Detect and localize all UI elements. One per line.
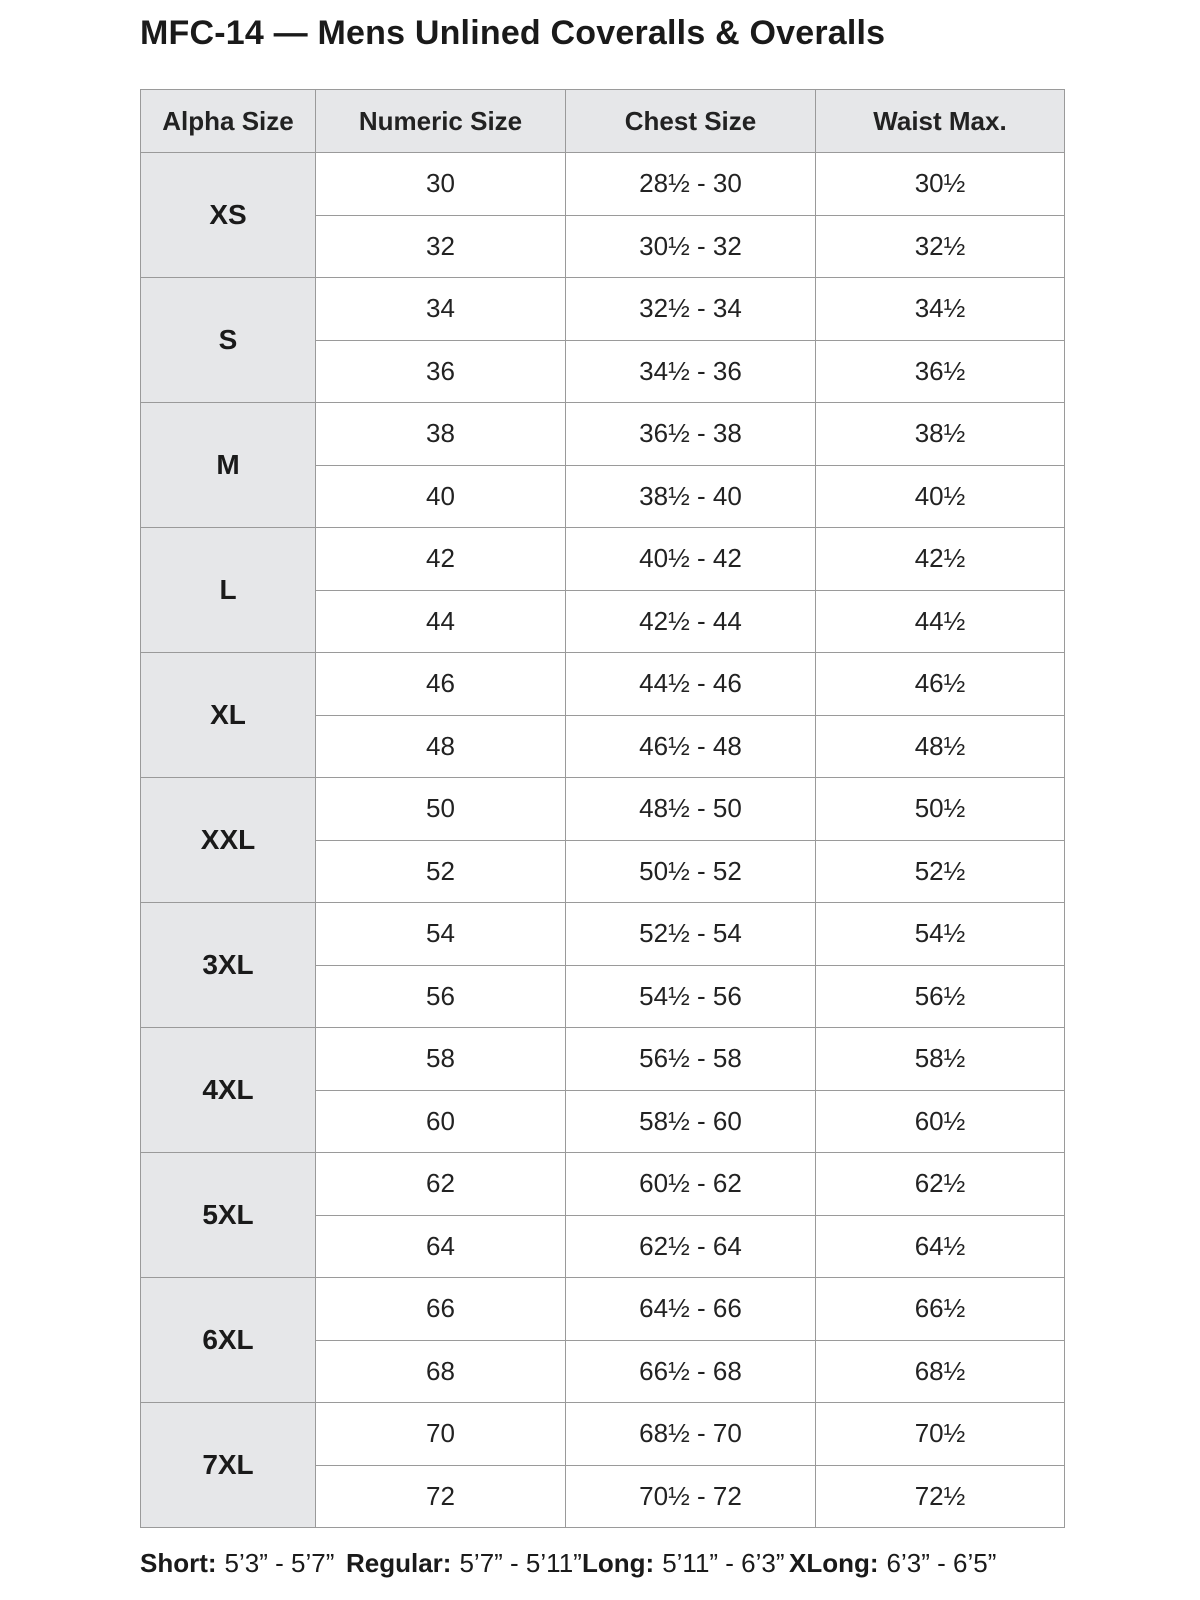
numeric-size-cell: 50 <box>316 778 566 841</box>
table-row <box>141 903 1065 966</box>
chest-size-cell: 44½ - 46 <box>566 653 816 716</box>
waist-max-cell: 70½ <box>816 1403 1065 1466</box>
length-value: 5’7” - 5’11” <box>459 1548 582 1578</box>
chest-size-cell: 28½ - 30 <box>566 153 816 216</box>
chest-size-cell: 62½ - 64 <box>566 1215 816 1278</box>
length-legend <box>140 1548 1080 1579</box>
length-short <box>140 1548 346 1579</box>
chest-size-cell: 32½ - 34 <box>566 278 816 341</box>
length-label: Regular: <box>346 1548 452 1578</box>
length-value: 6’3” - 6’5” <box>886 1548 997 1578</box>
length-xlong <box>789 1548 1049 1579</box>
chest-size-cell: 70½ - 72 <box>566 1465 816 1528</box>
numeric-size-cell: 72 <box>316 1465 566 1528</box>
numeric-size-cell: 30 <box>316 153 566 216</box>
header-numeric-size: Numeric Size <box>316 90 566 153</box>
numeric-size-cell: 56 <box>316 965 566 1028</box>
table-header-row <box>141 90 1065 153</box>
chest-size-cell: 54½ - 56 <box>566 965 816 1028</box>
numeric-size-cell: 40 <box>316 465 566 528</box>
length-regular <box>346 1548 582 1579</box>
waist-max-cell: 62½ <box>816 1153 1065 1216</box>
waist-max-cell: 56½ <box>816 965 1065 1028</box>
chest-size-cell: 66½ - 68 <box>566 1340 816 1403</box>
waist-max-cell: 68½ <box>816 1340 1065 1403</box>
chest-size-cell: 60½ - 62 <box>566 1153 816 1216</box>
numeric-size-cell: 34 <box>316 278 566 341</box>
alpha-size-cell: 5XL <box>141 1153 316 1278</box>
chest-size-cell: 42½ - 44 <box>566 590 816 653</box>
table-row <box>141 1278 1065 1341</box>
waist-max-cell: 66½ <box>816 1278 1065 1341</box>
numeric-size-cell: 32 <box>316 215 566 278</box>
alpha-size-cell: XS <box>141 153 316 278</box>
waist-max-cell: 64½ <box>816 1215 1065 1278</box>
alpha-size-cell: 7XL <box>141 1403 316 1528</box>
alpha-size-cell: XL <box>141 653 316 778</box>
header-chest-size: Chest Size <box>566 90 816 153</box>
waist-max-cell: 36½ <box>816 340 1065 403</box>
page-title: MFC-14 — Mens Unlined Coveralls & Overalls <box>140 14 886 52</box>
alpha-size-cell: 4XL <box>141 1028 316 1153</box>
chest-size-cell: 36½ - 38 <box>566 403 816 466</box>
waist-max-cell: 32½ <box>816 215 1065 278</box>
alpha-size-cell: 3XL <box>141 903 316 1028</box>
table-row <box>141 278 1065 341</box>
alpha-size-cell: M <box>141 403 316 528</box>
numeric-size-cell: 58 <box>316 1028 566 1091</box>
length-label: Long: <box>582 1548 655 1578</box>
alpha-size-cell: XXL <box>141 778 316 903</box>
chest-size-cell: 38½ - 40 <box>566 465 816 528</box>
alpha-size-cell: L <box>141 528 316 653</box>
table-body <box>141 153 1065 1528</box>
table-row <box>141 778 1065 841</box>
header-waist-max: Waist Max. <box>816 90 1065 153</box>
table-row <box>141 653 1065 716</box>
chest-size-cell: 46½ - 48 <box>566 715 816 778</box>
header-alpha-size: Alpha Size <box>141 90 316 153</box>
chest-size-cell: 30½ - 32 <box>566 215 816 278</box>
waist-max-cell: 60½ <box>816 1090 1065 1153</box>
length-long <box>582 1548 789 1579</box>
numeric-size-cell: 46 <box>316 653 566 716</box>
table-row <box>141 1153 1065 1216</box>
numeric-size-cell: 52 <box>316 840 566 903</box>
length-value: 5’3” - 5’7” <box>224 1548 335 1578</box>
numeric-size-cell: 64 <box>316 1215 566 1278</box>
waist-max-cell: 58½ <box>816 1028 1065 1091</box>
chest-size-cell: 56½ - 58 <box>566 1028 816 1091</box>
waist-max-cell: 72½ <box>816 1465 1065 1528</box>
alpha-size-cell: 6XL <box>141 1278 316 1403</box>
numeric-size-cell: 70 <box>316 1403 566 1466</box>
waist-max-cell: 50½ <box>816 778 1065 841</box>
waist-max-cell: 30½ <box>816 153 1065 216</box>
size-chart-table <box>140 89 1065 1528</box>
numeric-size-cell: 68 <box>316 1340 566 1403</box>
waist-max-cell: 46½ <box>816 653 1065 716</box>
numeric-size-cell: 42 <box>316 528 566 591</box>
waist-max-cell: 42½ <box>816 528 1065 591</box>
numeric-size-cell: 62 <box>316 1153 566 1216</box>
alpha-size-cell: S <box>141 278 316 403</box>
numeric-size-cell: 60 <box>316 1090 566 1153</box>
waist-max-cell: 44½ <box>816 590 1065 653</box>
chest-size-cell: 58½ - 60 <box>566 1090 816 1153</box>
numeric-size-cell: 36 <box>316 340 566 403</box>
chest-size-cell: 40½ - 42 <box>566 528 816 591</box>
waist-max-cell: 38½ <box>816 403 1065 466</box>
table-row <box>141 1403 1065 1466</box>
waist-max-cell: 40½ <box>816 465 1065 528</box>
table-row <box>141 1028 1065 1091</box>
table-row <box>141 528 1065 591</box>
chest-size-cell: 52½ - 54 <box>566 903 816 966</box>
numeric-size-cell: 66 <box>316 1278 566 1341</box>
waist-max-cell: 54½ <box>816 903 1065 966</box>
chest-size-cell: 50½ - 52 <box>566 840 816 903</box>
numeric-size-cell: 38 <box>316 403 566 466</box>
waist-max-cell: 48½ <box>816 715 1065 778</box>
numeric-size-cell: 48 <box>316 715 566 778</box>
numeric-size-cell: 44 <box>316 590 566 653</box>
chest-size-cell: 64½ - 66 <box>566 1278 816 1341</box>
length-label: XLong: <box>789 1548 879 1578</box>
waist-max-cell: 52½ <box>816 840 1065 903</box>
chest-size-cell: 34½ - 36 <box>566 340 816 403</box>
table-row <box>141 403 1065 466</box>
numeric-size-cell: 54 <box>316 903 566 966</box>
waist-max-cell: 34½ <box>816 278 1065 341</box>
length-label: Short: <box>140 1548 217 1578</box>
length-value: 5’11” - 6’3” <box>662 1548 785 1578</box>
table-row <box>141 153 1065 216</box>
chest-size-cell: 48½ - 50 <box>566 778 816 841</box>
chest-size-cell: 68½ - 70 <box>566 1403 816 1466</box>
